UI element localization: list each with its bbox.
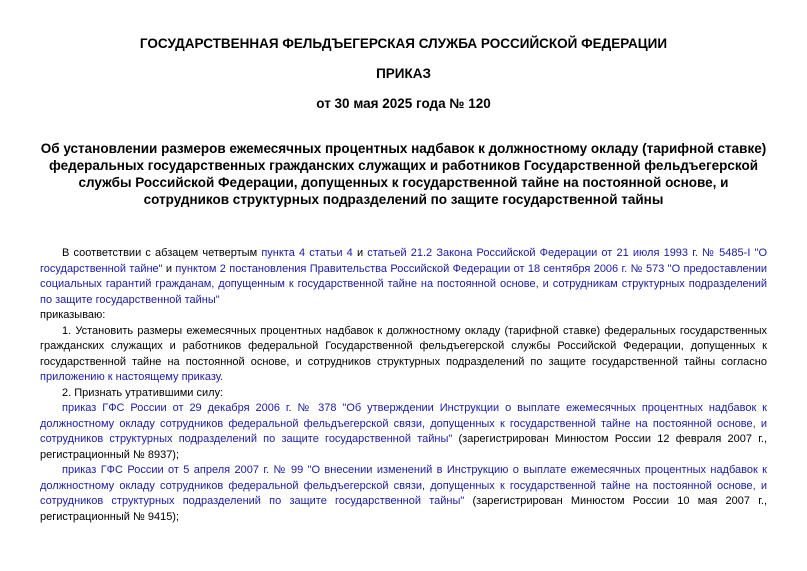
preamble-text-1: В соответствии с абзацем четвертым <box>62 247 262 259</box>
repealed-order-2 <box>40 463 767 525</box>
item-1-text: 1. Установить размеры ежемесячных процентных надбавок к должностному окладу (тарифной ставке) федеральных государственных гражданских служащих и работников федеральной Государственной фельдъегерской службы Российской Федерации, допущенных к государственной тайне на постоянной основе, и сотрудников структурных подразделений по защите государственной тайны согласно <box>40 324 767 368</box>
document-type: ПРИКАЗ <box>376 66 431 81</box>
document-body <box>40 246 767 525</box>
law-article-4-link[interactable]: пункта 4 статьи 4 <box>261 247 353 259</box>
order-word: приказываю: <box>40 309 106 321</box>
appendix-link[interactable]: приложению к настоящему приказу. <box>40 371 224 383</box>
agency-heading: ГОСУДАРСТВЕННАЯ ФЕЛЬДЪЕГЕРСКАЯ СЛУЖБА РОССИЙСКОЙ ФЕДЕРАЦИИ <box>139 36 668 51</box>
item-1-paragraph <box>40 324 767 386</box>
repealed-order-1-registration: (зарегистрирован Минюстом России 12 февраля 2007 г., регистрационный № 8937); <box>40 433 767 461</box>
repealed-order-2-link[interactable]: приказ ГФС России от 5 апреля 2007 г. № 99 "О внесении изменений в Инструкцию о выплате ежемесячных процентных надбавок к должностному окладу сотрудников федеральной фельдъегерской связи, допущенных к государственной тайне на постоянной основе, и сотрудников структурных подразделений по защите государственной тайны" <box>40 464 767 507</box>
document-title: Об установлении размеров ежемесячных процентных надбавок к должностному окладу (тарифной ставке) федеральных государственных гражданских служащих и работников Государственной фельдъегерской службы Российской Федерации, допущенных к государственной тайне на постоянной основе, и сотрудников структурных подразделений по защите государственной тайны <box>40 141 767 207</box>
preamble-text-3: и <box>162 262 176 275</box>
repealed-order-1-link[interactable]: приказ ГФС России от 29 декабря 2006 г. № 378 "Об утверждении Инструкции о выплате ежемесячных процентных надбавок к должностному окладу сотрудников федеральной фельдъегерской связи, допущенных к государственной тайне на постоянной основе, и сотрудников структурных подразделений по защите государственной тайны" <box>40 402 767 445</box>
preamble-paragraph <box>40 246 767 308</box>
repealed-order-1 <box>40 401 767 463</box>
preamble-text-2: и <box>352 247 368 259</box>
repealed-order-2-registration: (зарегистрирован Минюстом России 10 мая 2007 г., регистрационный № 9415); <box>40 495 768 523</box>
state-secret-law-link[interactable]: статьей 21.2 Закона Российской Федерации от 21 июля 1993 г. № 5485-I "О государственной тайне" <box>40 247 768 275</box>
item-2-paragraph: 2. Признать утратившими силу: <box>62 386 224 399</box>
document-date: от 30 мая 2025 года № 120 <box>316 96 491 111</box>
government-decree-link[interactable]: пунктом 2 постановления Правительства Российской Федерации от 18 сентября 2006 г. № 573 "О предоставлении социальных гарантий гражданам, допущенным к государственной тайне на постоянной основе, и сотрудникам структурных подразделений по защите государственной тайны" <box>40 262 767 306</box>
